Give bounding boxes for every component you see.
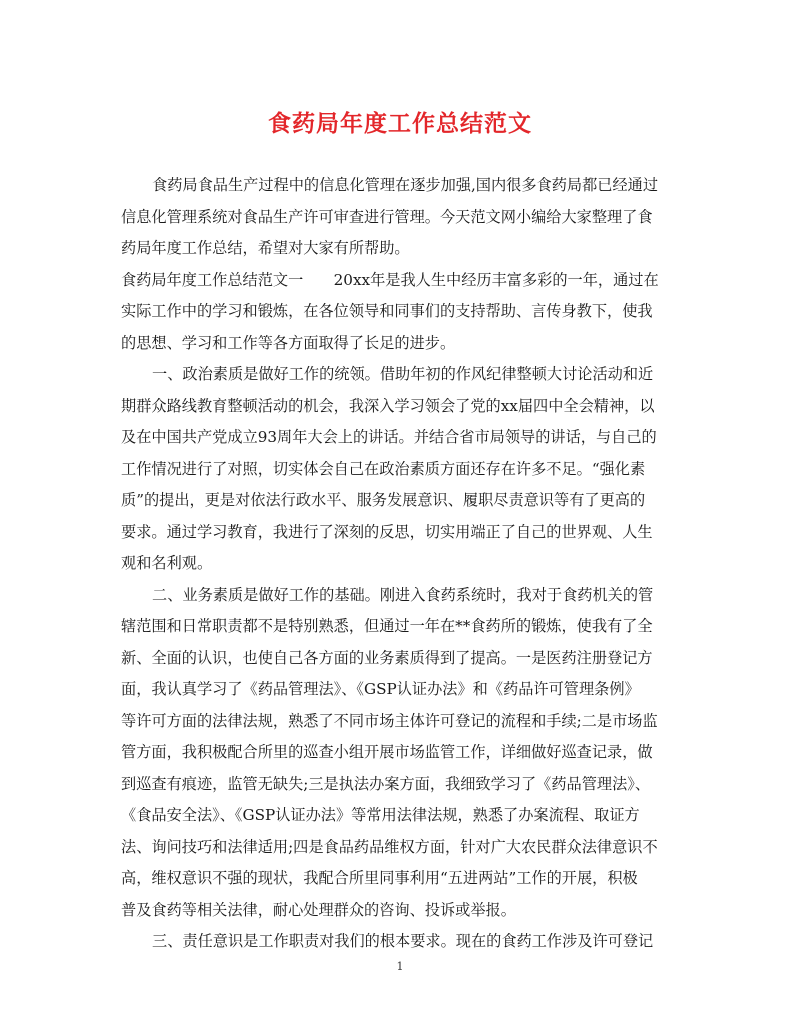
text-line: 法、询问技巧和法律适用;四是食品药品维权方面，针对广大农民群众法律意识不 [121, 837, 658, 856]
text-line: 质”的提出，更是对依法行政水平、服务发展意识、履职尽责意识等有了更高的 [121, 491, 646, 509]
text-line: 药局年度工作总结，希望对大家有所帮助。 [121, 239, 410, 257]
text-line: 高，维权意识不强的现状，我配合所里同事利用“五进两站”工作的开展，积极 [121, 869, 638, 887]
text-line: 三、责任意识是工作职责对我们的根本要求。现在的食药工作涉及许可登记 [152, 932, 654, 950]
text-line: 等许可方面的法律法规，熟悉了不同市场主体许可登记的流程和手续;二是市场监 [121, 711, 658, 730]
text-line: 的思想、学习和工作等各方面取得了长足的进步。 [121, 333, 456, 352]
text-line: 信息化管理系统对食品生产许可审查进行管理。今天范文网小编给大家整理了食 [121, 207, 653, 226]
text-line: 及在中国共产党成立93周年大会上的讲话。并结合省市局领导的讲话，与自己的 [121, 428, 657, 446]
text-line: 实际工作中的学习和锻炼，在各位领导和同事们的支持帮助、言传身教下，使我 [121, 302, 653, 320]
text-line: 普及食药等相关法律，耐心处理群众的咨询、投诉或举报。 [121, 900, 516, 919]
text-line: 观和名利观。 [121, 554, 213, 572]
text-line: 到巡查有痕迹，监管无缺失;三是执法办案方面，我细致学习了《药品管理法》、 [121, 774, 651, 793]
text-line: 一、政治素质是做好工作的统领。借助年初的作风纪律整顿大讨论活动和近 [152, 365, 654, 383]
page-number: 1 [396, 960, 404, 973]
text-line: 要求。通过学习教育，我进行了深刻的反思，切实用端正了自己的世界观、人生 [121, 522, 653, 541]
text-line: 食药局年度工作总结范文一 20xx年是我人生中经历丰富多彩的一年，通过在 [121, 270, 659, 289]
text-line: 辖范围和日常职责都不是特别熟悉，但通过一年在**食药所的锻炼，使我有了全 [121, 617, 653, 635]
document-body [121, 170, 681, 958]
document-title: 食药局年度工作总结范文 [268, 110, 532, 137]
text-line: 工作情况进行了对照，切实体会自己在政治素质方面还存在许多不足。“强化素 [121, 459, 646, 478]
text-line: 面，我认真学习了《药品管理法》、《GSP认证办法》和《药品许可管理条例》 [121, 680, 640, 698]
text-line: 新、全面的认识，也使自己各方面的业务素质得到了提高。一是医药注册登记方 [121, 648, 653, 667]
text-line: 二、业务素质是做好工作的基础。刚进入食药系统时，我对于食药机关的管 [152, 585, 654, 604]
text-line: 期群众路线教育整顿活动的机会，我深入学习领会了党的xx届四中全会精神，以 [121, 396, 655, 415]
text-line: 管方面，我积极配合所里的巡查小组开展市场监管工作，详细做好巡查记录，做 [121, 743, 653, 761]
text-line: 食药局食品生产过程中的信息化管理在逐步加强,国内很多食药局都已经通过 [152, 176, 659, 194]
text-line: 《食品安全法》、《GSP认证办法》等常用法律法规，熟悉了办案流程、取证方 [121, 806, 640, 824]
